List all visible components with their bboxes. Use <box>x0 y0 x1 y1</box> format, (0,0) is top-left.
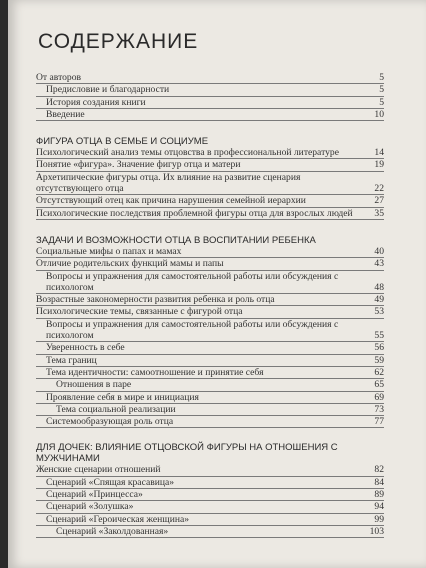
toc-entry-page: 19 <box>374 159 384 171</box>
toc-entry-title: Сценарий «Спящая красавица» <box>46 476 175 488</box>
toc-entry-page: 5 <box>379 84 384 96</box>
section-heading: ЗАДАЧИ И ВОЗМОЖНОСТИ ОТЦА В ВОСПИТАНИИ РЕБЕНКА <box>36 234 316 246</box>
toc-entry-page: 49 <box>374 294 384 306</box>
toc-entry <box>36 477 384 489</box>
toc-entry <box>36 294 384 306</box>
toc-entry-page: 5 <box>379 72 384 83</box>
toc-entry <box>36 109 384 121</box>
table-of-contents <box>36 72 384 538</box>
toc-group <box>36 72 384 121</box>
toc-entry <box>36 355 384 367</box>
toc-entry-title: Сценарий «Принцесса» <box>46 489 143 501</box>
toc-entry-page: 22 <box>374 183 384 195</box>
toc-entry <box>36 489 384 501</box>
toc-entry-title: Сценарий «Героическая женщина» <box>46 513 190 525</box>
toc-entry-title: Уверенность в себе <box>46 342 125 354</box>
toc-entry <box>36 501 384 513</box>
section-heading: ФИГУРА ОТЦА В СЕМЬЕ И СОЦИУМЕ <box>36 136 209 148</box>
toc-entry <box>36 526 384 538</box>
toc-entry-page: 40 <box>374 245 384 257</box>
toc-entry <box>36 97 384 109</box>
toc-entry <box>36 367 384 379</box>
toc-entry-page: 99 <box>374 513 384 525</box>
toc-entry-title: Психологический анализ темы отцовства в профессиональной литературе <box>36 147 339 159</box>
toc-entry-title: Сценарий «Золушка» <box>46 501 134 513</box>
toc-entry-title: Предисловие и благодарности <box>46 84 170 96</box>
toc-entry-page: 5 <box>379 96 384 108</box>
toc-group <box>36 136 384 220</box>
toc-entry <box>36 246 384 258</box>
toc-entry-page: 10 <box>374 108 384 120</box>
toc-group <box>36 235 384 428</box>
toc-entry-page: 59 <box>374 354 384 366</box>
toc-entry <box>36 342 384 354</box>
toc-entry-page: 48 <box>374 281 384 293</box>
toc-entry <box>36 72 384 84</box>
page-title: СОДЕРЖАНИЕ <box>38 30 199 53</box>
toc-entry-title: История создания книги <box>46 96 146 108</box>
toc-entry-title: Вопросы и упражнения для самостоятельной работы или обсуждения с психологом <box>46 318 339 342</box>
toc-entry-title: Отличие родительских функций мамы и папы <box>36 258 224 270</box>
toc-entry <box>36 195 384 207</box>
toc-entry-title: Тема идентичности: самоотношение и принятие себя <box>46 366 264 378</box>
book-page <box>8 0 426 568</box>
toc-entry-page: 53 <box>374 306 384 318</box>
toc-entry-title: Вопросы и упражнения для самостоятельной работы или обсуждения с психологом <box>46 270 339 293</box>
toc-entry-page: 43 <box>374 258 384 270</box>
toc-entry <box>36 271 384 295</box>
toc-entry-title: Женские сценарии отношений <box>36 464 161 476</box>
toc-group <box>36 442 384 538</box>
toc-entry-title: Архетипические фигуры отца. Их влияние на развитие сценария отсутствующего отца <box>36 171 301 195</box>
toc-entry <box>36 208 384 220</box>
toc-entry-title: Социальные мифы о папах и мамах <box>36 245 182 257</box>
toc-entry-page: 69 <box>374 391 384 403</box>
toc-entry-page: 89 <box>374 489 384 501</box>
toc-entry <box>36 84 384 96</box>
toc-entry <box>36 379 384 391</box>
toc-entry-page: 27 <box>374 195 384 207</box>
toc-entry-page: 65 <box>374 379 384 391</box>
toc-entry-title: Отношения в паре <box>56 379 132 391</box>
toc-entry <box>36 159 384 171</box>
toc-entry-page: 14 <box>374 147 384 159</box>
toc-entry <box>36 258 384 270</box>
toc-entry <box>36 416 384 428</box>
toc-entry <box>36 306 384 318</box>
toc-entry-page: 35 <box>374 207 384 219</box>
toc-entry-page: 62 <box>374 366 384 378</box>
toc-entry-title: Тема социальной реализации <box>56 403 176 415</box>
toc-entry-page: 56 <box>374 342 384 354</box>
toc-entry-page: 103 <box>369 525 384 537</box>
toc-entry <box>36 172 384 196</box>
toc-entry-page: 77 <box>374 416 384 428</box>
section-heading: ДЛЯ ДОЧЕК: ВЛИЯНИЕ ОТЦОВСКОЙ ФИГУРЫ НА ОТНОШЕНИЯ С МУЖЧИНАМИ <box>36 442 338 465</box>
toc-entry-title: От авторов <box>36 72 82 83</box>
toc-entry-title: Понятие «фигура». Значение фигур отца и матери <box>36 159 241 171</box>
toc-entry-title: Тема границ <box>46 354 97 366</box>
toc-entry-page: 94 <box>374 501 384 513</box>
toc-entry <box>36 464 384 476</box>
toc-entry <box>36 147 384 159</box>
toc-entry-page: 73 <box>374 403 384 415</box>
toc-entry-title: Психологические последствия проблемной фигуры отца для взрослых людей <box>36 207 353 219</box>
toc-entry-title: Введение <box>46 108 85 120</box>
toc-entry <box>36 392 384 404</box>
toc-entry <box>36 319 384 343</box>
toc-entry-title: Психологические темы, связанные с фигурой отца <box>36 306 243 318</box>
toc-entry-title: Сценарий «Заколдованная» <box>56 525 169 537</box>
toc-entry <box>36 404 384 416</box>
toc-entry-title: Отсутствующий отец как причина нарушения семейной иерархии <box>36 195 306 207</box>
toc-entry-title: Системообразующая роль отца <box>46 416 174 428</box>
toc-entry-page: 82 <box>374 464 384 476</box>
toc-entry-page: 84 <box>374 476 384 488</box>
toc-entry-page: 55 <box>374 330 384 342</box>
toc-entry-title: Возрастные закономерности развития ребенка и роль отца <box>36 294 275 306</box>
toc-entry-title: Проявление себя в мире и инициация <box>46 391 199 403</box>
toc-entry <box>36 514 384 526</box>
